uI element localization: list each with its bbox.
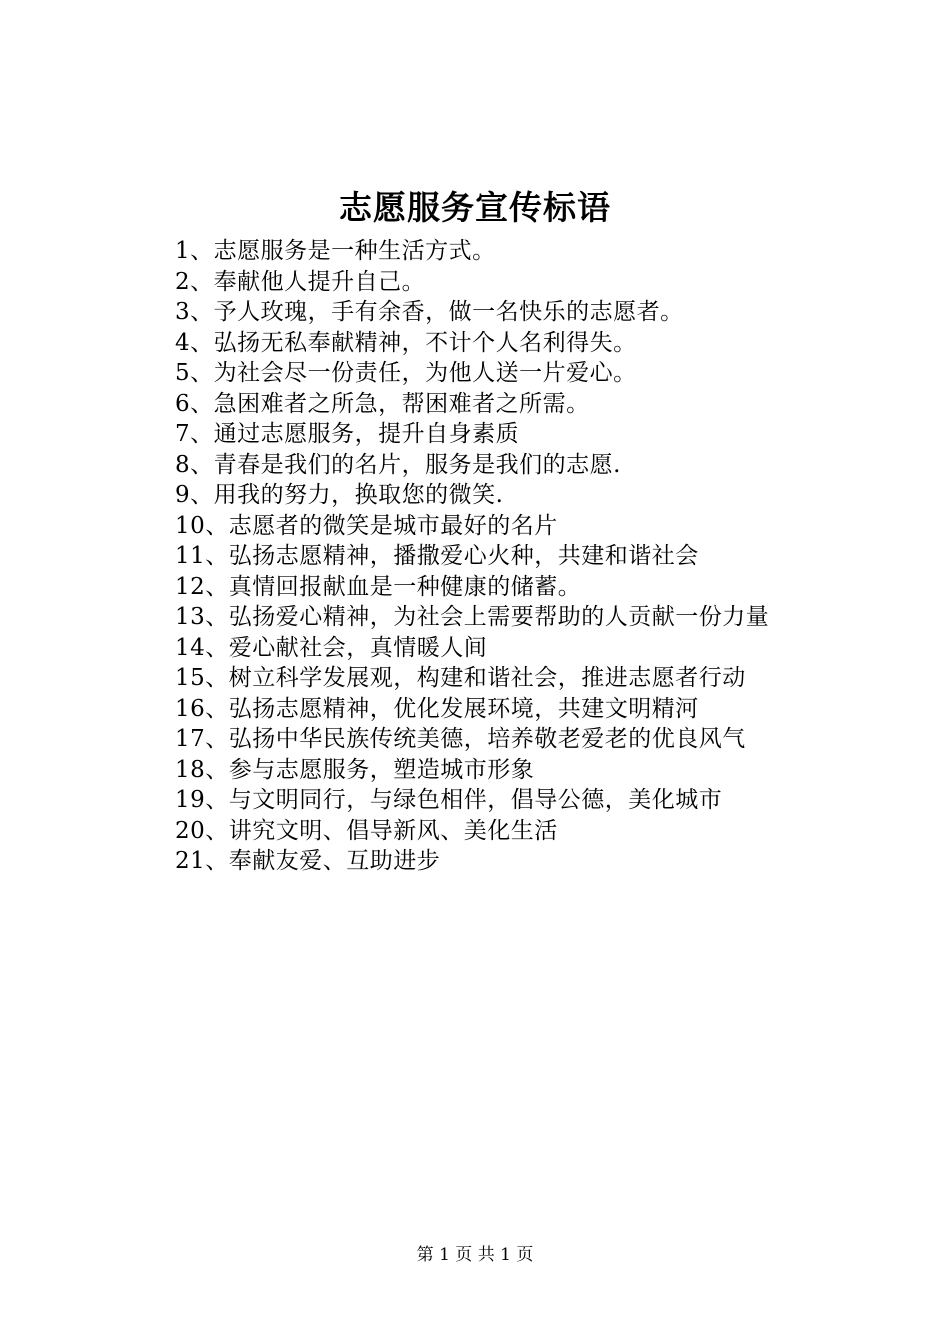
list-item: 17、弘扬中华民族传统美德，培养敬老爱老的优良风气 [175,726,746,752]
list-item: 18、参与志愿服务，塑造城市形象 [175,756,535,783]
list-item: 3、予人玫瑰，手有余香，做一名快乐的志愿者。 [175,299,684,325]
list-item: 9、用我的努力，换取您的微笑. [175,482,504,508]
list-item: 20、讲究文明、倡导新风、美化生活 [175,817,558,844]
list-item: 16、弘扬志愿精神，优化发展环境，共建文明精河 [175,695,699,722]
list-item: 19、与文明同行，与绿色相伴，倡导公德，美化城市 [175,787,723,813]
list-item: 11、弘扬志愿精神，播撒爱心火种，共建和谐社会 [175,543,699,569]
list-item: 7、通过志愿服务，提升自身素质 [175,421,520,447]
document-title: 志愿服务宣传标语 [339,188,611,227]
slogan-list [175,236,769,877]
list-item: 2、奉献他人提升自己。 [175,268,426,295]
list-item: 8、青春是我们的名片，服务是我们的志愿. [175,451,621,478]
list-item: 6、急困难者之所急，帮困难者之所需。 [175,390,590,417]
list-item: 4、弘扬无私奉献精神，不计个人名利得失。 [175,329,637,356]
page-number-footer: 第 1 页 共 1 页 [416,1245,534,1265]
list-item: 12、真情回报献血是一种健康的储蓄。 [175,573,582,600]
list-item: 14、爱心献社会，真情暖人间 [175,634,488,661]
list-item: 10、志愿者的微笑是城市最好的名片 [175,512,558,539]
list-item: 15、树立科学发展观，构建和谐社会，推进志愿者行动 [175,665,746,691]
list-item: 5、为社会尽一份责任，为他人送一片爱心。 [175,360,637,386]
list-item: 13、弘扬爱心精神，为社会上需要帮助的人贡献一份力量 [175,604,770,630]
list-item: 1、志愿服务是一种生活方式。 [175,238,496,264]
list-item: 21、奉献友爱、互助进步 [175,848,441,874]
